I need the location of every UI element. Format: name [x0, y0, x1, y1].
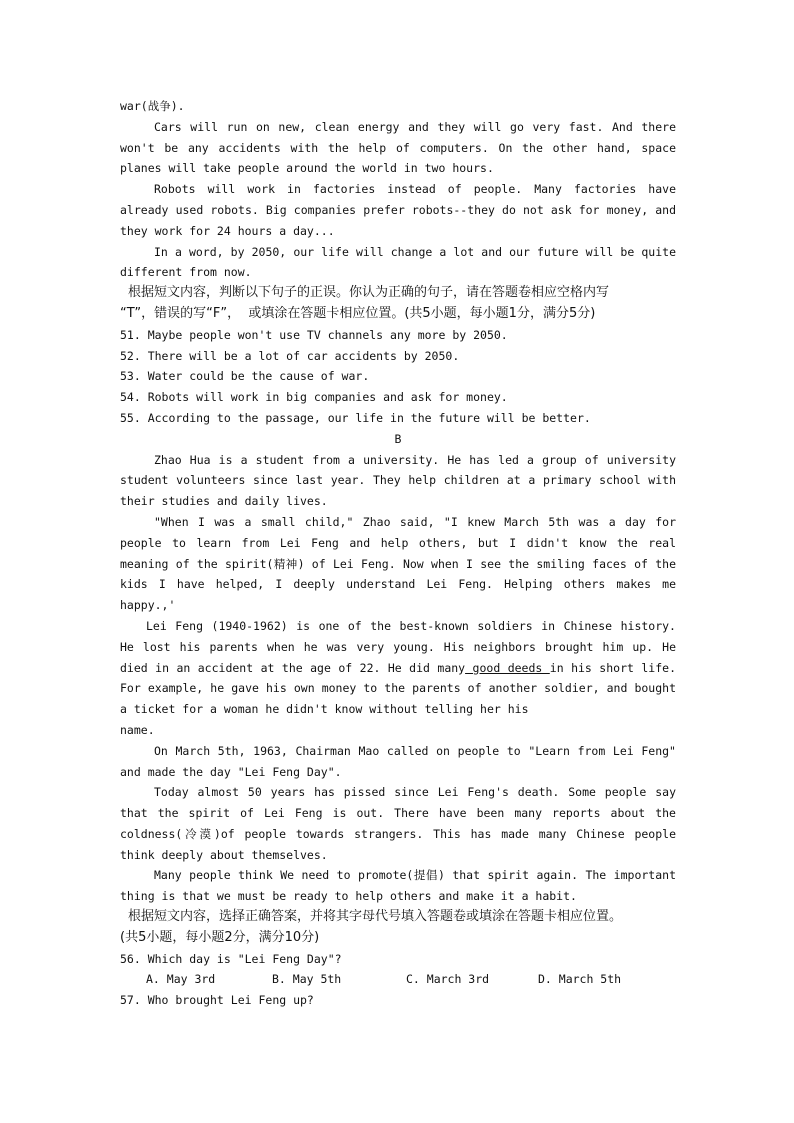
passage-b-paragraph-lei-feng	[120, 616, 676, 720]
question-56-options	[120, 969, 676, 990]
passage-a-fragment: war(战争).	[120, 99, 185, 113]
multiple-choice-instruction-line-1: 根据短文内容，选择正确答案，并将其字母代号填入答题卷或填涂在答题卡相应位置。	[128, 909, 623, 925]
passage-b-line-name: name.	[120, 722, 155, 737]
passage-b-paragraph-quote: "When I was a small child," Zhao said, "I knew March 5th was a day for people to learn from Lei Feng and help others, but I didn't know the real meaning of the spirit(精神) of Lei Feng. Now when I see the smiling faces of the kids I have helped, I deeply understand Lei Feng. Helping others makes me happy.,'	[120, 514, 676, 613]
question-54: 54. Robots will work in big companies and ask for money.	[120, 390, 508, 405]
passage-a-paragraph-conclusion: In a word, by 2050, our life will change a lot and our future will be quite different from now.	[120, 244, 676, 280]
passage-b-paragraph-today: Today almost 50 years has pissed since Lei Feng's death. Some people say that the spirit of Lei Feng is out. There have been many reports about the coldness(冷漠)of people towards strangers. This has made many Chinese people think deeply about themselves.	[120, 785, 676, 862]
lei-feng-text-start: Lei Feng (1940-1962) is one of the best-known soldiers in Chinese history. He lost his parents when he was very young. His neighbors brought him up. He died in an accident at the age of 22. He did many	[120, 618, 676, 675]
section-b-heading: B	[394, 431, 402, 446]
question-55: 55. According to the passage, our life in the future will be better.	[120, 410, 591, 425]
question-51: 51. Maybe people won't use TV channels any more by 2050.	[120, 327, 508, 342]
passage-b-paragraph-zhao-hua: Zhao Hua is a student from a university. He has led a group of university student volunteers since last year. They help children at a primary school with their studies and daily lives.	[120, 452, 676, 509]
multiple-choice-instruction-line-2: (共5小题，每小题2分，满分10分)	[120, 929, 320, 945]
option-b: B. May 5th	[272, 972, 342, 987]
question-52: 52. There will be a lot of car accidents by 2050.	[120, 348, 460, 363]
true-false-instruction-line-1: 根据短文内容，判断以下句子的正误。你认为正确的句子，请在答题卷相应空格内写	[128, 285, 610, 301]
passage-b-paragraph-promote: Many people think We need to promote(提倡) that spirit again. The important thing is that we must be ready to help others and make it a habit.	[120, 868, 676, 904]
option-c: C. March 3rd	[406, 972, 490, 987]
lei-feng-text-end: in his short life. For example, he gave his own money to the parents of another soldier, and bought a ticket for a woman he didn't know without telling her his	[120, 660, 676, 717]
question-56: 56. Which day is "Lei Feng Day"?	[120, 951, 342, 966]
true-false-instruction-line-2: “T”，错误的写“F”， 或填涂在答题卡相应位置。(共5小题，每小题1分，满分5分)	[120, 305, 596, 321]
option-d: D. March 5th	[538, 972, 622, 987]
question-53: 53. Water could be the cause of war.	[120, 369, 370, 384]
underlined-good-deeds: good deeds	[465, 660, 550, 675]
document-page	[120, 96, 676, 1011]
passage-a-paragraph-transport: Cars will run on new, clean energy and they will go very fast. And there won't be any accidents with the help of computers. On the other hand, space planes will take people around the world in two hours.	[120, 119, 676, 176]
option-a: A. May 3rd	[146, 972, 216, 987]
question-57: 57. Who brought Lei Feng up?	[120, 993, 314, 1008]
passage-b-paragraph-chairman-mao: On March 5th, 1963, Chairman Mao called on people to "Learn from Lei Feng" and made the day "Lei Feng Day".	[120, 743, 676, 779]
passage-a-paragraph-robots: Robots will work in factories instead of people. Many factories have already used robots. Big companies prefer robots--they do not ask for money, and they work for 24 hours a day...	[120, 182, 676, 238]
